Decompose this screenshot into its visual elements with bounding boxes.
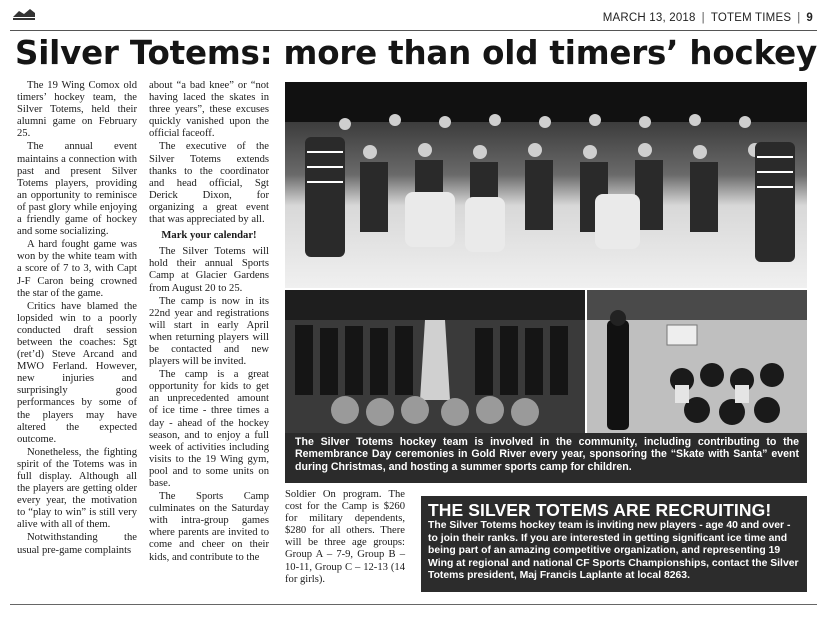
photo-caption: The Silver Totems hockey team is involved in the community, including contributing to the Remembrance Day ceremonies in Gold River every year, sponsoring the “Skate with Santa” event during Christmas, and hosting a summer sports camp for children. — [285, 433, 807, 483]
footer-rule — [10, 604, 817, 605]
paragraph: The Sports Camp culminates on the Saturday with intra-group games where parents are invited to come and cheer on their kids, and contribute to the — [149, 491, 269, 563]
section-subheading: Mark your calendar! — [161, 230, 257, 242]
article-column-2 — [149, 80, 269, 565]
paragraph: Critics have blamed the lopsided win to a poorly conducted draft session between the coaches: Sgt (ret’d) Steve Arcand and MWO Ferland. However, new injuries and surprisingly good performances by some of the players may have altered the expected outcome. — [17, 300, 137, 445]
publication-name: TOTEM TIMES — [710, 12, 792, 24]
article-headline: Silver Totems: more than old timers’ hockey — [15, 34, 817, 72]
paragraph: The 19 Wing Comox old timers’ hockey team, the Silver Totems, held their alumni game on February 25. — [17, 80, 137, 140]
recruiting-box — [421, 496, 807, 592]
paragraph: about “a bad knee” or “not having laced the skates in three years”, these excuses quickly vanished upon the official faceoff. — [149, 80, 269, 140]
recruiting-title: THE SILVER TOTEMS ARE RECRUITING! — [428, 500, 772, 520]
paragraph: The Silver Totems will hold their annual Sports Camp at Glacier Gardens from August 20 to 25. — [149, 246, 269, 294]
remembrance-day-photo — [285, 290, 585, 435]
team-photo — [285, 82, 807, 288]
article-column-3 — [285, 489, 405, 586]
page-number: 9 — [806, 12, 813, 24]
header-rule — [10, 30, 817, 31]
paragraph: The annual event maintains a connection with past and present Silver Totems players, providing an opportunity to reminisce of past glory while enjoying a friendly game of hockey and some socializing. — [17, 141, 137, 238]
paragraph: The camp is a great opportunity for kids to get an unprecedented amount of ice time - three times a day - ahead of the hockey season, and to enjoy a full week of activities including visits to the 19 Wing gym, pool and to some units on base. — [149, 369, 269, 489]
issue-date: MARCH 13, 2018 — [602, 12, 696, 24]
recruiting-body: The Silver Totems hockey team is inviting new players - age 40 and over - to join their ranks. If you are interested in getting significant ice time and being part of an amazing competitive organization, and representing 19 Wing at regional and national CF Sports Championships, contact the Silver Totems president, Maj Francis Laplante at local 8263. — [428, 520, 799, 582]
paragraph: The executive of the Silver Totems extends thanks to the coordinator and head official, Sgt Derick Dixon, for organizing a great event that was appreciated by all. — [149, 141, 269, 226]
totem-times-logo — [12, 8, 36, 22]
article-column-1 — [17, 80, 137, 558]
masthead: MARCH 13, 2018 | TOTEM TIMES | 9 — [602, 12, 813, 24]
sports-camp-photo — [587, 290, 807, 435]
paragraph: A hard fought game was won by the white team with a score of 7 to 3, with Capt J-F Caron being crowned the star of the game. — [17, 239, 137, 299]
paragraph: The camp is now in its 22nd year and registrations will start in early April when returning players will be contacted and new players will be invited. — [149, 295, 269, 368]
paragraph: Notwithstanding the usual pre-game complaints — [17, 532, 137, 556]
paragraph: Nonetheless, the fighting spirit of the Totems was in full display. Although all the players are getting older every year, the motivation to “play to win” is still very alive with all of them. — [17, 446, 137, 531]
paragraph: Soldier On program. The cost for the Camp is $260 for military dependents, $280 for all others. There will be three age groups: Group A – 7-9, Group B – 10-11, Group C – 12-13 (14 for girls). — [285, 489, 405, 585]
